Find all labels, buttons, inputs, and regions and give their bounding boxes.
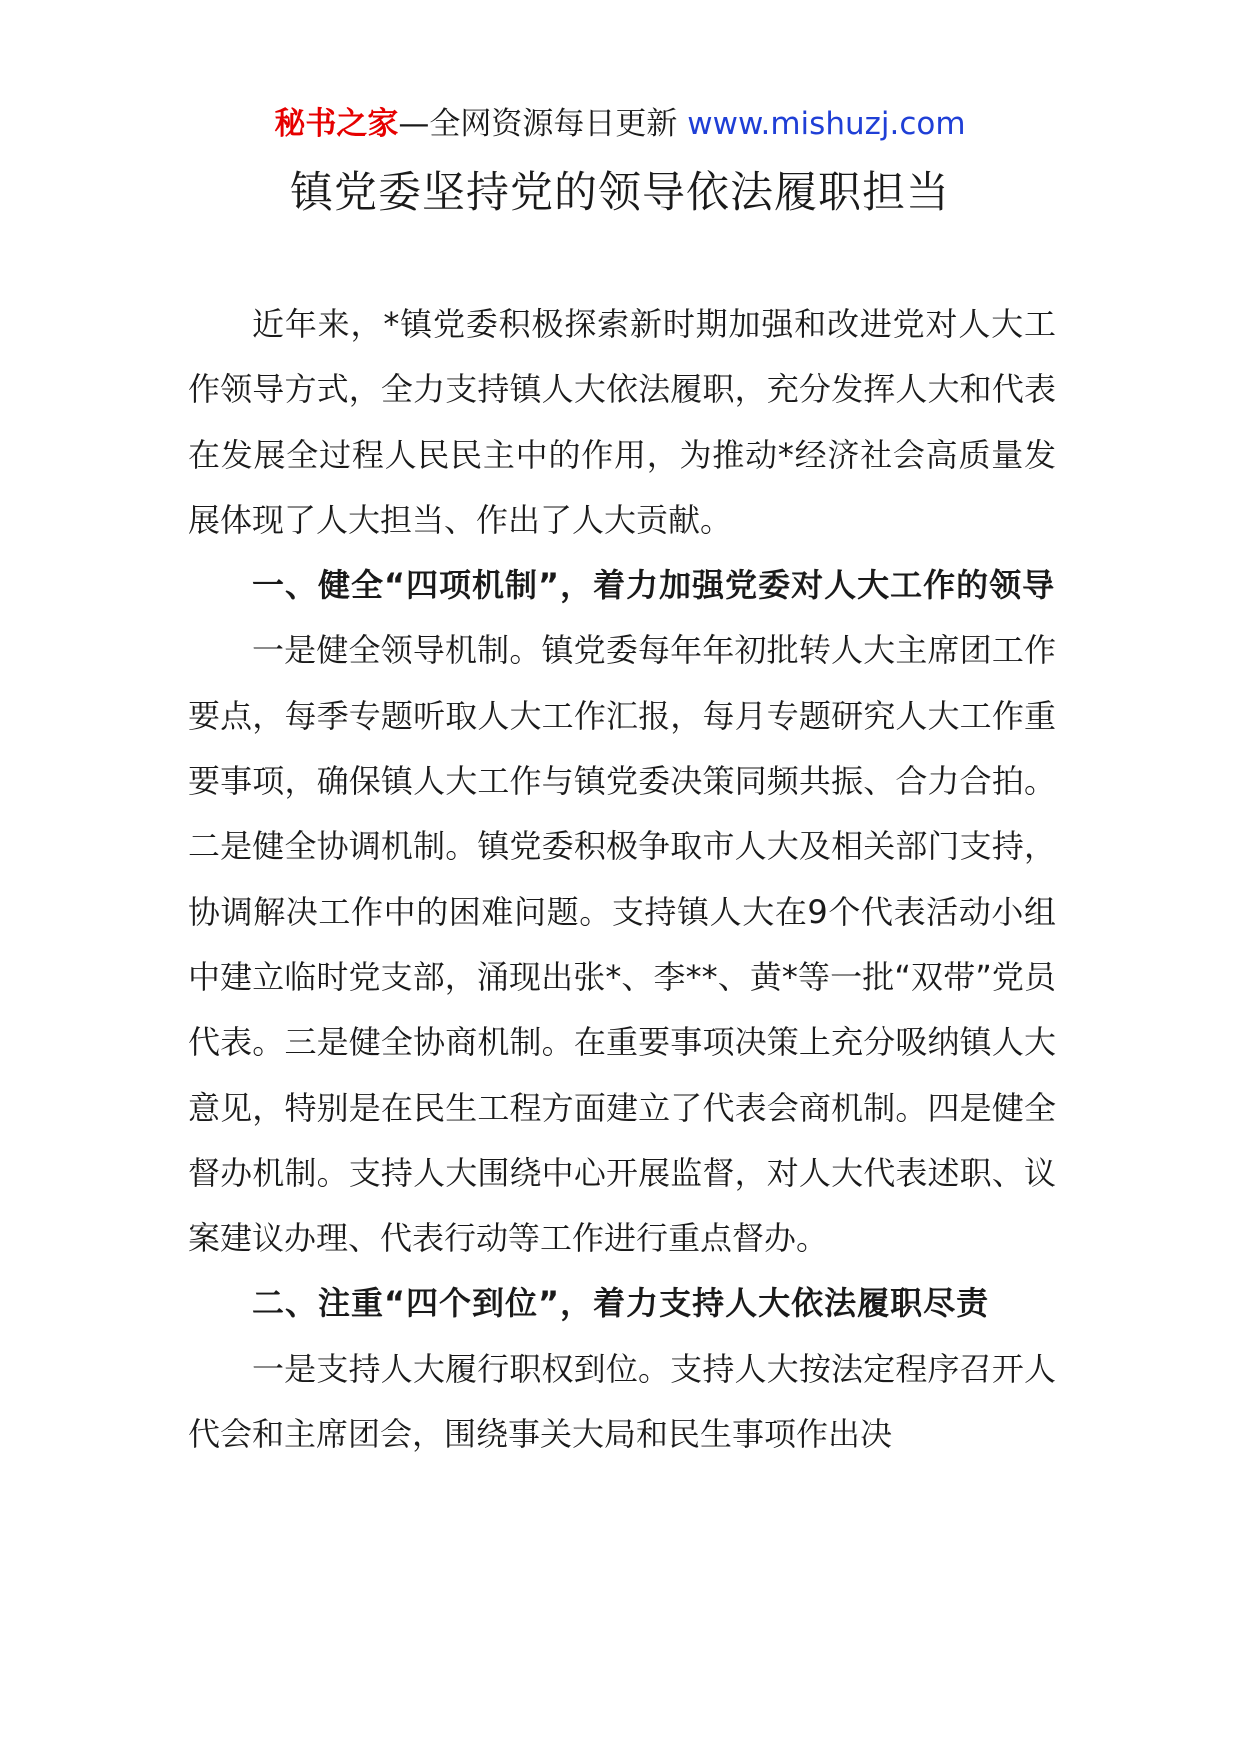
section-heading-1: 一、健全“四项机制”，着力加强党委对人大工作的领导 (252, 566, 1056, 605)
site-banner (0, 102, 1240, 146)
document-title: 镇党委坚持党的领导依法履职担当 (290, 168, 950, 218)
banner-tagline: —全网资源每日更新 (398, 106, 678, 142)
section-1-paragraph: 一是健全领导机制。镇党委每年年初批转人大主席团工作要点，每季专题听取人大工作汇报，每月专题研究人大工作重要事项，确保镇人大工作与镇党委决策同频共振、合力合拍。二是健全协调机制。镇党委积极争取市人大及相关部门支持，协调解决工作中的困难问题。支持镇人大在9个代表活动小组中建立临时党支部，涌现出张*、李**、黄*等一批“双带”党员代表。三是健全协商机制。在重要事项决策上充分吸纳镇人大意见，特别是在民生工程方面建立了代表会商机制。四是健全督办机制。支持人大围绕中心开展监督，对人大代表述职、议案建议办理、代表行动等工作进行重点督办。 (188, 631, 1056, 1258)
section-2-paragraph: 一是支持人大履行职权到位。支持人大按法定程序召开人代会和主席团会，围绕事关大局和民生事项作出决 (188, 1349, 1056, 1454)
site-url[interactable]: www.mishuzj.com (687, 106, 966, 142)
brand-name: 秘书之家 (274, 106, 399, 142)
document-body (188, 292, 1056, 1467)
intro-paragraph: 近年来，*镇党委积极探索新时期加强和改进党对人大工作领导方式，全力支持镇人大依法履职，充分发挥人大和代表在发展全过程人民民主中的作用，为推动*经济社会高质量发展体现了人大担当、作出了人大贡献。 (188, 305, 1056, 539)
section-heading-2: 二、注重“四个到位”，着力支持人大依法履职尽责 (252, 1284, 990, 1323)
